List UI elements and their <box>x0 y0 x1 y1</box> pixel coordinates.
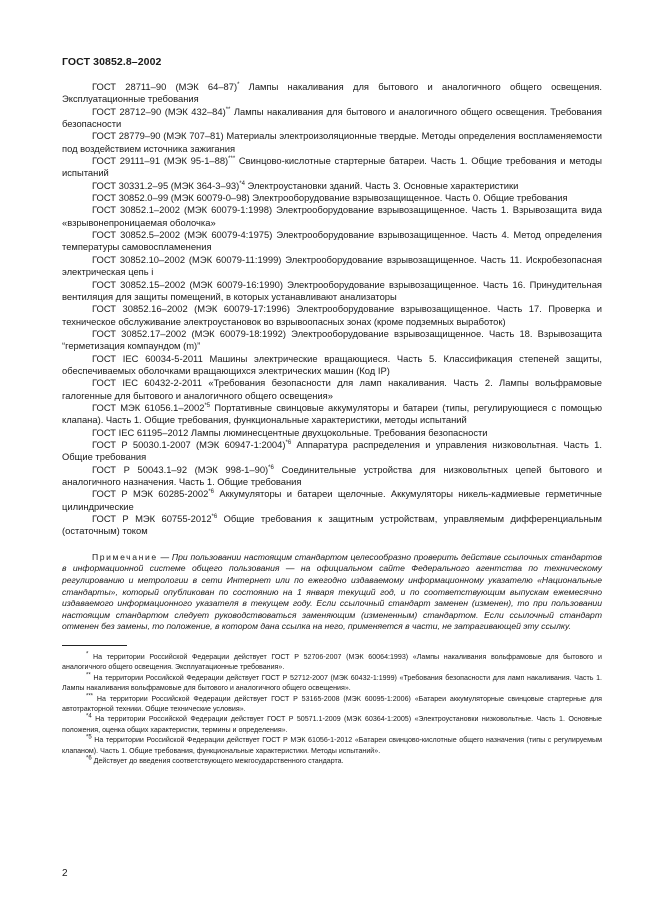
reference-item: ГОСТ 30852.17–2002 (МЭК 60079-18:1992) Электрооборудование взрывозащищенное. Часть 18. Взрывозащита “герметизация компаундом (m)” <box>62 327 602 352</box>
document-page <box>62 56 602 766</box>
reference-item: ГОСТ IEC 60432-2-2011 «Требования безопасности для ламп накаливания. Часть 2. Лампы вольфрамовые галогенные для бытового и аналогичного общего освещения» <box>62 377 602 401</box>
footnote-item: $^{*4}$ На территории Российской Федерации действует ГОСТ Р 50571.1-2009 (МЭК 60364-1:2005) «Электроустановки низковольтные. Часть 1. Основные положения, оценка общих характеристик, термины и определения». <box>62 713 602 734</box>
document-header: ГОСТ 30852.8–2002 <box>62 56 162 68</box>
reference-item: ГОСТ Р МЭК 60755-2012$^{*6}$ Общие требования к защитным устройствам, управляемым дифференциальным (остаточным) током <box>62 513 602 537</box>
reference-item: ГОСТ 30331.2–95 (МЭК 364-3–93)$^{*4}$ Электроустановки зданий. Часть 3. Основные характеристики <box>92 179 519 191</box>
footnote-item: *** На территории Российской Федерации действует ГОСТ Р 53165-2008 (МЭК 60095-1:2006) «Батареи аккумуляторные свинцовые стартерные для автотракторной техники. Общие технические условия». <box>62 693 602 713</box>
reference-item: ГОСТ IEC 61195–2012 Лампы люминесцентные двухцокольные. Требования безопасности <box>92 426 488 438</box>
reference-item: ГОСТ 30852.5–2002 (МЭК 60079-4:1975) Электрооборудование взрывозащищенное. Часть 4. Метод определения температуры самовоспламенения <box>62 229 602 253</box>
reference-item: ГОСТ 30852.10–2002 (МЭК 60079-11:1999) Электрооборудование взрывозащищенное. Часть 11. Искробезопасная электрическая цепь i <box>62 253 602 278</box>
reference-item: ГОСТ Р МЭК 60285-2002$^{*6}$ Аккумуляторы и батареи щелочные. Аккумуляторы никель-кадмиевые герметичные цилиндрические <box>62 488 602 512</box>
reference-item: ГОСТ Р 50030.1-2007 (МЭК 60947-1:2004)$^{*6}$ Аппаратура распределения и управления низковольтная. Часть 1. Общие требования <box>62 438 603 463</box>
reference-item: ГОСТ 30852.15–2002 (МЭК 60079-16:1990) Электрооборудование взрывозащищенное. Часть 16. Принудительная вентиляция для защиты помещений, в которых устанавливают анализаторы <box>62 278 602 302</box>
reference-item: ГОСТ 28711–90 (МЭК 64–87)* Лампы накаливания для бытового и аналогичного общего освещения. Эксплуатационные требования <box>62 81 602 105</box>
reference-item: ГОСТ 28712–90 (МЭК 432–84)** Лампы накаливания для бытового и аналогичного общего освещения. Требования безопасности <box>62 105 602 130</box>
footnote-item: $^{*5}$ На территории Российской Федерации действует ГОСТ Р МЭК 61056-1-2012 «Батареи свинцово-кислотные общего назначения (типы с регулируемым клапаном). Часть 1. Общие требования, функциональные характеристики. Методы испытаний». <box>62 734 602 755</box>
reference-item: ГОСТ 30852.0–99 (МЭК 60079-0–98) Электрооборудование взрывозащищенное. Часть 0. Общие требования <box>92 192 568 204</box>
note-text: — При пользовании настоящим стандартом целесообразно проверить действие ссылочных стандартов в информационной системе общего пользования — на официальном сайте Федерального агентства по техническому регулированию и метрологии в сети Интернет или по ежегодно издаваемому информационному указателю «Национальные стандарты», который опубликован по состоянию на 1 января текущий год, и по соответствующим выпускам ежемесячно издаваемого информационного указателя в текущем году. Если ссылочный стандарт заменен (изменен), то при пользовании настоящим стандартом следует руководствоваться заменяющим (измененным) стандартом. Если ссылочный стандарт отменен без замены, то положение, в котором дана ссылка на него, применяется в части, не затрагивающей эту ссылку. <box>62 551 602 632</box>
reference-item: ГОСТ IEC 60034-5-2011 Машины электрические вращающиеся. Часть 5. Классификация степеней защиты, обеспечиваемых оболочками вращающихся электрических машин (Код IP) <box>62 352 602 376</box>
reference-item: ГОСТ 29111–91 (МЭК 95-1–88)*** Свинцово-кислотные стартерные батареи. Часть 1. Общие требования и методы испытаний <box>62 155 602 179</box>
footnote-item: ** На территории Российской Федерации действует ГОСТ Р 52712-2007 (МЭК 60432-1:1999) «Требования безопасности для ламп накаливания. Часть 1. Лампы накаливания вольфрамовые для бытового и аналогичного общего освещения». <box>62 672 602 693</box>
reference-list <box>62 81 602 538</box>
reference-item: ГОСТ 30852.16–2002 (МЭК 60079-17:1996) Электрооборудование взрывозащищенное. Часть 17. Проверка и техническое обслуживание электроустановок во взрывоопасных зонах (кроме подземных выработок) <box>62 303 602 327</box>
footnote-item: $^{*6}$ Действует до введения соответствующего межгосударственного стандарта. <box>86 755 344 765</box>
note-paragraph <box>62 552 602 633</box>
page-number: 2 <box>62 868 68 879</box>
footnote-divider <box>62 645 127 646</box>
reference-item: ГОСТ Р 50043.1–92 (МЭК 998-1–90)$^{*6}$ Соединительные устройства для низковольтных цепей бытового и аналогичного назначения. Часть 1. Общие требования <box>62 463 602 487</box>
reference-item: ГОСТ МЭК 61056.1–2002$^{*5}$ Портативные свинцовые аккумуляторы и батареи (типы, регулирующиеся с помощью клапана). Часть 1. Общие требования, функциональные характеристики, методы испытаний <box>62 401 602 426</box>
footnote-list <box>62 652 602 766</box>
footnote-item: * На территории Российской Федерации действует ГОСТ Р 52706-2007 (МЭК 60064:1993) «Лампы накаливания вольфрамовые для бытового и аналогичного общего освещения. Эксплуатационные требования». <box>62 651 602 672</box>
reference-item: ГОСТ 28779–90 (МЭК 707–81) Материалы электроизоляционные твердые. Методы определения воспламеняемости под воздействием источника зажигания <box>62 130 602 154</box>
note-label: Примечание <box>92 551 158 562</box>
reference-item: ГОСТ 30852.1–2002 (МЭК 60079-1:1998) Электрооборудование взрывозащищенное. Часть 1. Взрывозащита вида «взрывонепроницаемая оболочка» <box>62 204 602 228</box>
